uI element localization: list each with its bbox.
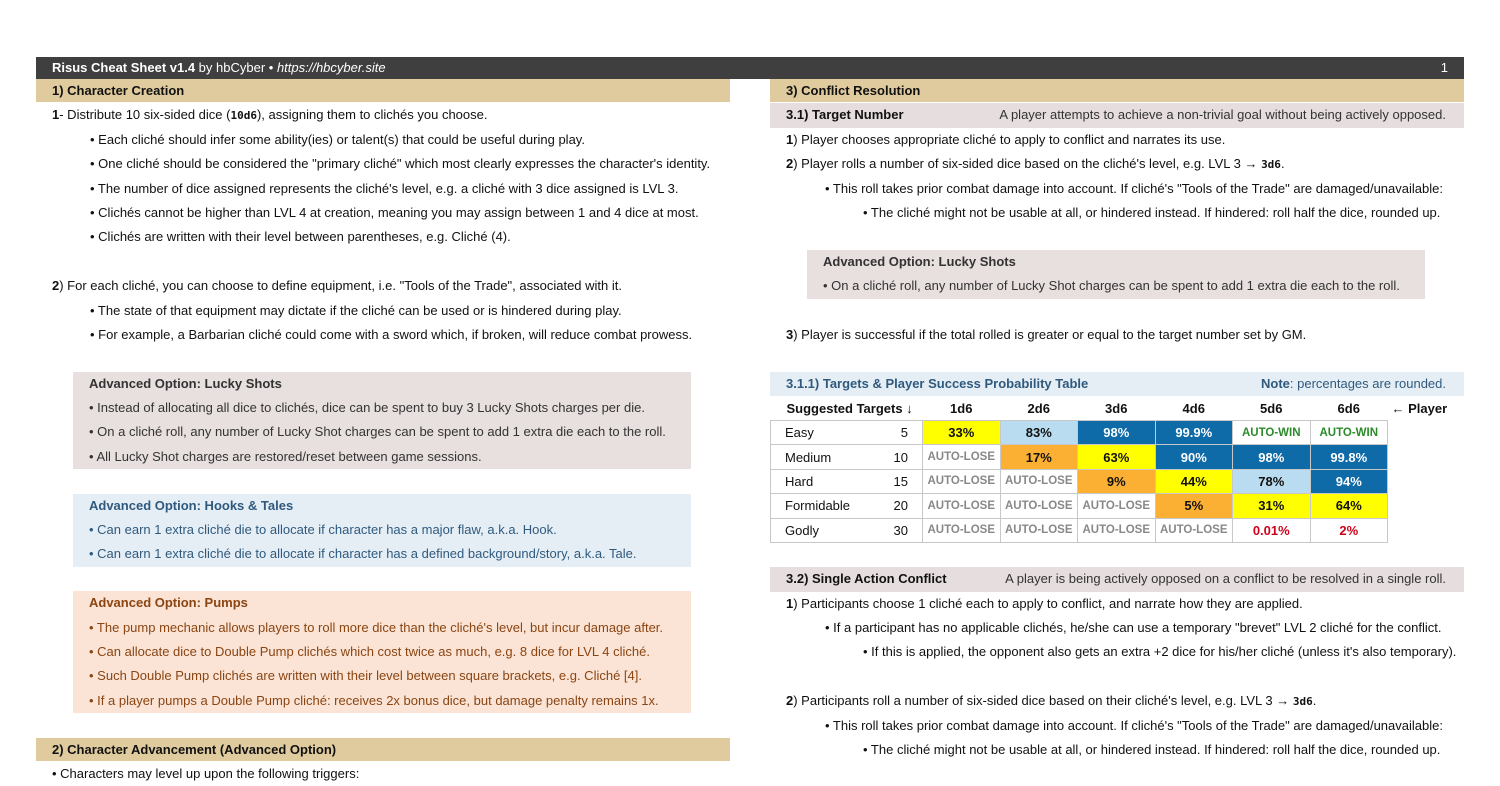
hooks-tales-box bbox=[73, 494, 691, 567]
page-number: 1 bbox=[1440, 60, 1448, 75]
dice-column-header: 2d6 bbox=[1027, 400, 1050, 416]
dice-column-header: 6d6 bbox=[1337, 400, 1360, 416]
bullet: • On a cliché roll, any number of Lucky Shot charges can be spent to add 1 extra die each to the roll. bbox=[89, 424, 666, 440]
bullet: • Can earn 1 extra cliché die to allocate if character has a defined background/story, a.k.a. Tale. bbox=[89, 546, 637, 562]
probability-cell: 64% bbox=[1310, 494, 1388, 518]
target-number: 30 bbox=[893, 522, 908, 538]
probability-cell: 5% bbox=[1155, 494, 1233, 518]
bullet: • If a participant has no applicable clichés, he/she can use a temporary "brevet" LVL 2 cliché for the conflict. bbox=[825, 620, 1442, 636]
table-row bbox=[771, 420, 1448, 444]
probability-cell: 31% bbox=[1233, 494, 1311, 518]
bullet: • All Lucky Shot charges are restored/reset between game sessions. bbox=[89, 448, 482, 464]
bullet: • Can earn 1 extra cliché die to allocate if character has a major flaw, a.k.a. Hook. bbox=[89, 522, 557, 538]
step-1: 1) Player chooses appropriate cliché to apply to conflict and narrates its use. bbox=[786, 131, 1226, 147]
bullet: • Instead of allocating all dice to clichés, dice can be spent to buy 3 Lucky Shots charges per die. bbox=[89, 400, 645, 416]
target-number: 15 bbox=[893, 473, 908, 489]
probability-cell: AUTO-LOSE bbox=[1000, 518, 1078, 542]
author: by hbCyber • bbox=[195, 60, 277, 75]
probability-cell: AUTO-LOSE bbox=[1000, 469, 1078, 493]
probability-cell: 0.01% bbox=[1233, 518, 1311, 542]
sub-bullet: • The cliché might not be usable at all, or hindered instead. If hindered: roll half the dice, rounded up. bbox=[863, 742, 1441, 758]
section-character-creation: 1) Character Creation bbox=[36, 79, 730, 102]
table-row bbox=[771, 518, 1448, 542]
probability-cell: AUTO-LOSE bbox=[923, 518, 1001, 542]
probability-cell: 99.9% bbox=[1155, 420, 1233, 444]
probability-cell: AUTO-LOSE bbox=[1078, 518, 1156, 542]
difficulty-name: Formidable bbox=[785, 498, 851, 514]
probability-cell: 83% bbox=[1000, 420, 1078, 444]
probability-cell: 98% bbox=[1233, 445, 1311, 469]
step-1: 1- Distribute 10 six-sided dice (10d6), assigning them to clichés you choose. bbox=[52, 107, 488, 123]
section-character-advancement: 2) Character Advancement (Advanced Option) bbox=[36, 738, 730, 761]
step-1: 1) Participants choose 1 cliché each to apply to conflict, and narrate how they are applied. bbox=[786, 595, 1303, 611]
table-row bbox=[771, 445, 1448, 469]
subsection-single-action: 3.2) Single Action Conflict A player is being actively opposed on a conflict to be resolved in a single roll. bbox=[770, 567, 1464, 591]
site-link[interactable]: https://hbcyber.site bbox=[276, 60, 386, 75]
probability-cell: 94% bbox=[1310, 469, 1388, 493]
step-2: 2) For each cliché, you can choose to define equipment, i.e. "Tools of the Trade", associated with it. bbox=[52, 278, 622, 294]
probability-table-title: 3.1.1) Targets & Player Success Probability Table Note: percentages are rounded. bbox=[770, 372, 1464, 396]
sub-bullet: • If this is applied, the opponent also gets an extra +2 dice for his/her cliché (unless it's also temporary). bbox=[863, 644, 1457, 660]
subsection-target-number: 3.1) Target Number A player attempts to achieve a non-trivial goal without being actively opposed. bbox=[770, 103, 1464, 127]
target-number: 5 bbox=[900, 425, 908, 441]
right-column bbox=[770, 79, 1464, 762]
difficulty-name: Medium bbox=[785, 449, 832, 465]
bullet: • This roll takes prior combat damage into account. If cliché's "Tools of the Trade" are damaged/unavailable: bbox=[825, 180, 1443, 196]
box-title: Advanced Option: Hooks & Tales bbox=[89, 497, 294, 513]
probability-cell: 17% bbox=[1000, 445, 1078, 469]
probability-cell: 2% bbox=[1310, 518, 1388, 542]
probability-table bbox=[770, 396, 1448, 543]
probability-cell: AUTO-LOSE bbox=[1155, 518, 1233, 542]
sub-bullet: • The cliché might not be usable at all, or hindered instead. If hindered: roll half the dice, rounded up. bbox=[863, 204, 1441, 220]
bullet: • On a cliché roll, any number of Lucky Shot charges can be spent to add 1 extra die each to the roll. bbox=[823, 278, 1400, 294]
box-title: Advanced Option: Pumps bbox=[89, 595, 248, 611]
bullet: • Characters may level up upon the following triggers: bbox=[52, 765, 360, 781]
lucky-shots-box bbox=[807, 250, 1425, 299]
pumps-box bbox=[73, 591, 691, 713]
bullet: • The state of that equipment may dictate if the cliché can be used or is hindered during play. bbox=[90, 302, 622, 318]
probability-cell: 99.8% bbox=[1310, 445, 1388, 469]
target-number: 20 bbox=[893, 498, 908, 514]
bullet: • One cliché should be considered the "primary cliché" which most clearly expresses the character's identity. bbox=[90, 156, 711, 172]
probability-cell: 9% bbox=[1078, 469, 1156, 493]
bullet: • Each cliché should infer some ability(ies) or talent(s) that could be useful during play. bbox=[90, 131, 585, 147]
step-2: 2) Player rolls a number of six-sided dice based on the cliché's level, e.g. LVL 3 → 3d6. bbox=[786, 156, 1285, 172]
probability-cell: 78% bbox=[1233, 469, 1311, 493]
player-label: ← Player bbox=[1391, 400, 1448, 416]
page-header bbox=[36, 57, 1464, 79]
probability-cell: 44% bbox=[1155, 469, 1233, 493]
probability-cell: 63% bbox=[1078, 445, 1156, 469]
probability-cell: AUTO-LOSE bbox=[923, 494, 1001, 518]
dice-column-header: 4d6 bbox=[1182, 400, 1205, 416]
bullet: • This roll takes prior combat damage into account. If cliché's "Tools of the Trade" are damaged/unavailable: bbox=[825, 717, 1443, 733]
sheet-title: Risus Cheat Sheet v1.4 bbox=[52, 60, 196, 75]
bullet: • Clichés are written with their level between parentheses, e.g. Cliché (4). bbox=[90, 229, 511, 245]
bullet: • If a player pumps a Double Pump cliché: receives 2x bonus dice, but damage penalty remains 1x. bbox=[89, 692, 659, 708]
dice-column-header: 5d6 bbox=[1260, 400, 1283, 416]
table-row bbox=[771, 469, 1448, 493]
bullet: • Such Double Pump clichés are written with their level between square brackets, e.g. Cliché [4]. bbox=[89, 668, 642, 684]
box-title: Advanced Option: Lucky Shots bbox=[823, 253, 1016, 269]
corner-header: Suggested Targets ↓ bbox=[786, 400, 913, 416]
probability-cell: AUTO-WIN bbox=[1310, 420, 1388, 444]
dice-column-header: 1d6 bbox=[950, 400, 973, 416]
probability-cell: AUTO-WIN bbox=[1233, 420, 1311, 444]
box-title: Advanced Option: Lucky Shots bbox=[89, 375, 282, 391]
difficulty-name: Hard bbox=[785, 473, 814, 489]
table-row bbox=[771, 494, 1448, 518]
probability-cell: 98% bbox=[1078, 420, 1156, 444]
probability-cell: AUTO-LOSE bbox=[1000, 494, 1078, 518]
probability-cell: AUTO-LOSE bbox=[1078, 494, 1156, 518]
dice-column-header: 3d6 bbox=[1105, 400, 1128, 416]
probability-cell: AUTO-LOSE bbox=[923, 445, 1001, 469]
probability-cell: 33% bbox=[923, 420, 1001, 444]
difficulty-name: Godly bbox=[785, 522, 819, 538]
probability-cell: 90% bbox=[1155, 445, 1233, 469]
bullet: • Can allocate dice to Double Pump clichés which cost twice as much, e.g. 8 dice for LVL 4 cliché. bbox=[89, 643, 650, 659]
bullet: • Clichés cannot be higher than LVL 4 at creation, meaning you may assign between 1 and 4 dice at most. bbox=[90, 204, 699, 220]
bullet: • For example, a Barbarian cliché could come with a sword which, if broken, will reduce combat prowess. bbox=[90, 326, 693, 342]
step-3: 3) Player is successful if the total rolled is greater or equal to the target number set by GM. bbox=[786, 326, 1307, 342]
target-number: 10 bbox=[893, 449, 908, 465]
difficulty-name: Easy bbox=[785, 425, 814, 441]
bullet: • The pump mechanic allows players to roll more dice than the cliché's level, but incur damage after. bbox=[89, 619, 664, 635]
step-2: 2) Participants roll a number of six-sided dice based on their cliché's level, e.g. LVL 3 → 3d6. bbox=[786, 693, 1317, 709]
left-column bbox=[36, 79, 730, 786]
bullet: • The number of dice assigned represents the cliché's level, e.g. a cliché with 3 dice assigned is LVL 3. bbox=[90, 180, 679, 196]
probability-cell: AUTO-LOSE bbox=[923, 469, 1001, 493]
lucky-shots-box bbox=[73, 372, 691, 470]
section-conflict-resolution: 3) Conflict Resolution bbox=[770, 79, 1464, 102]
